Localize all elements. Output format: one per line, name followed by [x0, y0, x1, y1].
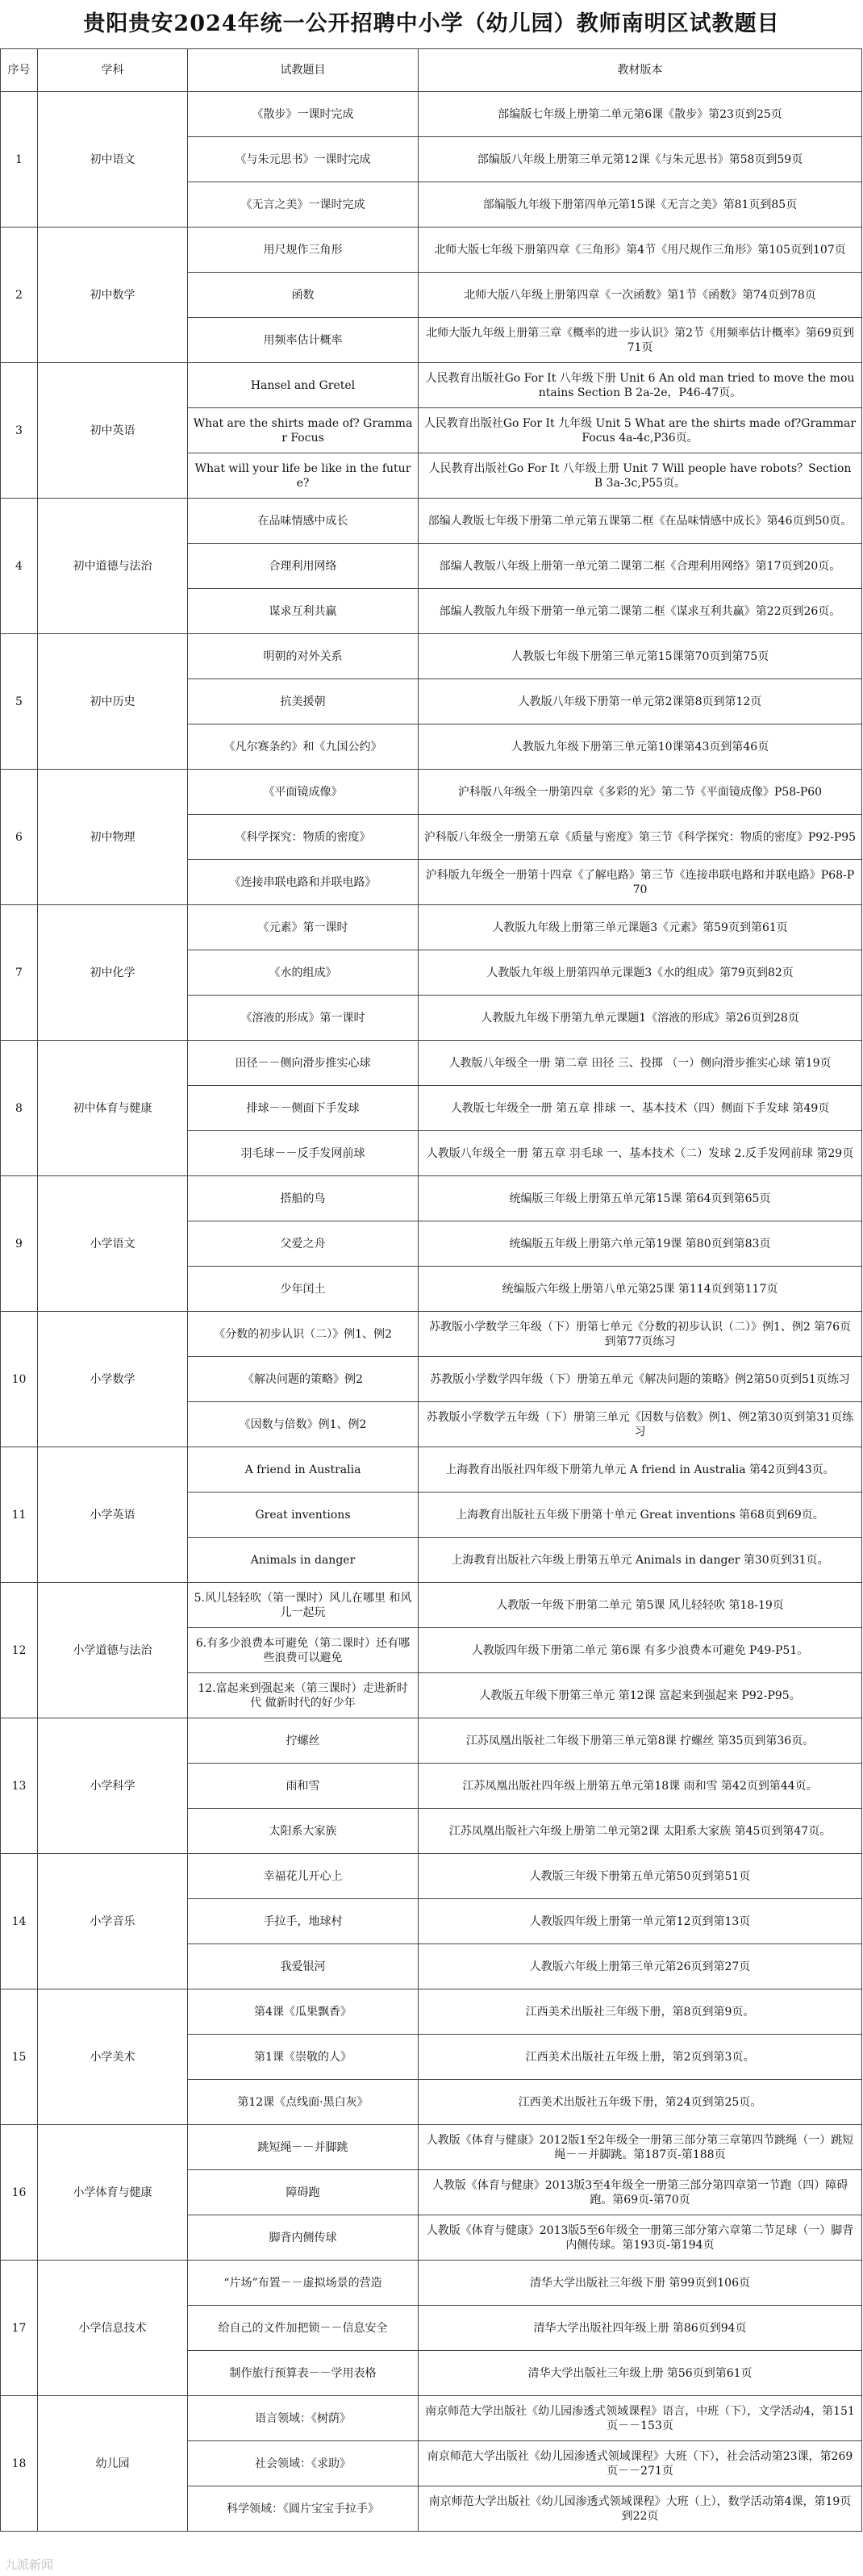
table-row — [1, 770, 862, 815]
table-row — [1, 1176, 862, 1221]
group-number: 3 — [1, 363, 38, 499]
textbook-cell: 南京师范大学出版社《幼儿园渗透式领域课程》大班（上），数学活动第4课，第19页到22页 — [419, 2486, 862, 2532]
table-row — [1, 363, 862, 408]
textbook-cell: 沪科版八年级全一册第四章《多彩的光》第二节《平面镜成像》P58-P60 — [419, 770, 862, 815]
subject-cell: 初中历史 — [38, 634, 188, 770]
textbook-cell: 苏教版小学数学四年级（下）册第五单元《解决问题的策略》例2第50页到51页练习 — [419, 1357, 862, 1402]
textbook-cell: 人教版四年级下册第二单元 第6课 有多少浪费本可避免 P49-P51。 — [419, 1628, 862, 1673]
textbook-cell: 统编版三年级上册第五单元第15课 第64页到第65页 — [419, 1176, 862, 1221]
group-number: 14 — [1, 1854, 38, 1989]
topic-cell: 第12课《点线面·黑白灰》 — [188, 2080, 419, 2125]
header-textbook: 教材版本 — [419, 49, 862, 92]
topic-cell: 手拉手，地球村 — [188, 1899, 419, 1944]
textbook-cell: 人教版八年级全一册 第二章 田径 三、投掷 （一）侧向滑步推实心球 第19页 — [419, 1041, 862, 1086]
textbook-cell: 人教版五年级下册第三单元 第12课 富起来到强起来 P92-P95。 — [419, 1673, 862, 1718]
group-number: 18 — [1, 2396, 38, 2532]
topic-cell: 跳短绳－－并脚跳 — [188, 2125, 419, 2170]
textbook-cell: 人教版六年级上册第三单元第26页到第27页 — [419, 1944, 862, 1989]
topic-cell: 《散步》一课时完成 — [188, 92, 419, 137]
topic-cell: 6.有多少浪费本可避免（第二课时）还有哪些浪费可以避免 — [188, 1628, 419, 1673]
table-header-row — [1, 49, 862, 92]
textbook-cell: 江苏凤凰出版社六年级上册第二单元第2课 太阳系大家族 第45页到第47页。 — [419, 1809, 862, 1854]
topic-cell: 《元素》第一课时 — [188, 905, 419, 950]
topic-cell: 脚背内侧传球 — [188, 2215, 419, 2261]
subject-cell: 初中道德与法治 — [38, 499, 188, 634]
topic-cell: 《溶液的形成》第一课时 — [188, 996, 419, 1041]
textbook-cell: 苏教版小学数学三年级（下）册第七单元《分数的初步认识（二）》例1、例2 第76页到第77页练习 — [419, 1312, 862, 1357]
page-title: 贵阳贵安2024年统一公开招聘中小学（幼儿园）教师南明区试教题目 — [83, 11, 780, 36]
watermark: 九派新闻 — [5, 2557, 54, 2572]
topic-cell: What are the shirts made of? Grammar Focus — [188, 408, 419, 453]
topic-cell: 科学领域：《圆片宝宝手拉手》 — [188, 2486, 419, 2532]
topic-cell: What will your life be like in the future? — [188, 453, 419, 499]
textbook-cell: 沪科版九年级全一册第十四章《了解电路》第三节《连接串联电路和并联电路》P68-P70 — [419, 860, 862, 905]
topic-cell: 父爱之舟 — [188, 1221, 419, 1267]
subject-cell: 小学道德与法治 — [38, 1583, 188, 1718]
textbook-cell: 人教版四年级上册第一单元第12页到第13页 — [419, 1899, 862, 1944]
textbook-cell: 人教版七年级下册第三单元第15课第70页到第75页 — [419, 634, 862, 679]
textbook-cell: 江西美术出版社三年级下册，第8页到第9页。 — [419, 1989, 862, 2035]
textbook-cell: 沪科版八年级全一册第五章《质量与密度》第三节《科学探究：物质的密度》P92-P95 — [419, 815, 862, 860]
group-number: 13 — [1, 1718, 38, 1854]
topic-cell: 制作旅行预算表－－学用表格 — [188, 2351, 419, 2396]
table-row — [1, 499, 862, 544]
textbook-cell: 上海教育出版社五年级下册第十单元 Great inventions 第68页到69页。 — [419, 1493, 862, 1538]
textbook-cell: 统编版五年级上册第六单元第19课 第80页到第83页 — [419, 1221, 862, 1267]
header-subject: 学科 — [38, 49, 188, 92]
table-row — [1, 1312, 862, 1357]
textbook-cell: 人教版一年级下册第二单元 第5课 风儿轻轻吹 第18-19页 — [419, 1583, 862, 1628]
topic-cell: 少年闰土 — [188, 1267, 419, 1312]
topic-cell: 《平面镜成像》 — [188, 770, 419, 815]
topic-cell: 社会领域：《求助》 — [188, 2441, 419, 2486]
topic-cell: 函数 — [188, 273, 419, 318]
topic-cell: 5.风儿轻轻吹（第一课时）风儿在哪里 和风儿一起玩 — [188, 1583, 419, 1628]
textbook-cell: 统编版六年级上册第八单元第25课 第114页到第117页 — [419, 1267, 862, 1312]
topic-cell: 太阳系大家族 — [188, 1809, 419, 1854]
topic-cell: Hansel and Gretel — [188, 363, 419, 408]
textbook-cell: 人教版九年级下册第三单元第10课第43页到第46页 — [419, 724, 862, 770]
textbook-cell: 北师大版八年级上册第四章《一次函数》第1节《函数》第74页到78页 — [419, 273, 862, 318]
topic-cell: 抗美援朝 — [188, 679, 419, 724]
topic-cell: 第4课《瓜果飘香》 — [188, 1989, 419, 2035]
textbook-cell: 部编版九年级下册第四单元第15课《无言之美》第81页到85页 — [419, 182, 862, 228]
group-number: 12 — [1, 1583, 38, 1718]
subject-cell: 初中数学 — [38, 228, 188, 363]
textbook-cell: 部编版七年级上册第二单元第6课《散步》第23页到25页 — [419, 92, 862, 137]
topic-cell: 在品味情感中成长 — [188, 499, 419, 544]
textbook-cell: 人民教育出版社Go For It 九年级 Unit 5 What are the shirts made of?Grammar Focus 4a-4c,P36页。 — [419, 408, 862, 453]
topic-cell: 《与朱元思书》一课时完成 — [188, 137, 419, 182]
topic-cell: 幸福花儿开心上 — [188, 1854, 419, 1899]
topic-cell: Animals in danger — [188, 1538, 419, 1583]
group-number: 9 — [1, 1176, 38, 1312]
subject-cell: 小学数学 — [38, 1312, 188, 1447]
topic-cell: 用频率估计概率 — [188, 318, 419, 363]
topic-cell: 《无言之美》一课时完成 — [188, 182, 419, 228]
table-body — [1, 92, 862, 2532]
table-row — [1, 1854, 862, 1899]
subject-cell: 初中物理 — [38, 770, 188, 905]
textbook-cell: 人教版九年级上册第三单元课题3《元素》第59页到第61页 — [419, 905, 862, 950]
topic-cell: 《解决问题的策略》例2 — [188, 1357, 419, 1402]
subject-cell: 初中化学 — [38, 905, 188, 1041]
topic-cell: 雨和雪 — [188, 1764, 419, 1809]
topic-cell: 《凡尔赛条约》和《九国公约》 — [188, 724, 419, 770]
textbook-cell: 江西美术出版社五年级下册，第24页到第25页。 — [419, 2080, 862, 2125]
subject-cell: 小学语文 — [38, 1176, 188, 1312]
textbook-cell: 上海教育出版社六年级上册第五单元 Animals in danger 第30页到31页。 — [419, 1538, 862, 1583]
table-row — [1, 634, 862, 679]
table-row — [1, 228, 862, 273]
table-row — [1, 92, 862, 137]
subject-cell: 小学音乐 — [38, 1854, 188, 1989]
group-number: 10 — [1, 1312, 38, 1447]
topic-cell: Great inventions — [188, 1493, 419, 1538]
subject-cell: 小学美术 — [38, 1989, 188, 2125]
topic-cell: 《水的组成》 — [188, 950, 419, 996]
group-number: 7 — [1, 905, 38, 1041]
textbook-cell: 部编人教版八年级上册第一单元第二课第二框《合理利用网络》第17页到20页。 — [419, 544, 862, 589]
textbook-cell: 部编人教版七年级下册第二单元第五课第二框《在品味情感中成长》第46页到50页。 — [419, 499, 862, 544]
textbook-cell: 人民教育出版社Go For It 八年级上册 Unit 7 Will people have robots？Section B 3a-3c,P55页。 — [419, 453, 862, 499]
table-row — [1, 1718, 862, 1764]
textbook-cell: 北师大版九年级上册第三章《概率的进一步认识》第2节《用频率估计概率》第69页到71页 — [419, 318, 862, 363]
textbook-cell: 江西美术出版社五年级上册，第2页到第3页。 — [419, 2035, 862, 2080]
topic-cell: 我爱银河 — [188, 1944, 419, 1989]
textbook-cell: 人教版八年级全一册 第五章 羽毛球 一、基本技术（二）发球 2.反手发网前球 第29页 — [419, 1131, 862, 1176]
group-number: 2 — [1, 228, 38, 363]
textbook-cell: 江苏凤凰出版社四年级上册第五单元第18课 雨和雪 第42页到第44页。 — [419, 1764, 862, 1809]
group-number: 6 — [1, 770, 38, 905]
topic-cell: A friend in Australia — [188, 1447, 419, 1493]
textbook-cell: 南京师范大学出版社《幼儿园渗透式领域课程》语言，中班（下），文学活动4，第151页－－153页 — [419, 2396, 862, 2441]
textbook-cell: 部编版八年级上册第三单元第12课《与朱元思书》第58页到59页 — [419, 137, 862, 182]
subject-cell: 幼儿园 — [38, 2396, 188, 2532]
topic-cell: 《分数的初步认识（二）》例1、例2 — [188, 1312, 419, 1357]
topic-cell: 《科学探究：物质的密度》 — [188, 815, 419, 860]
topic-cell: 障碍跑 — [188, 2170, 419, 2215]
textbook-cell: 南京师范大学出版社《幼儿园渗透式领域课程》大班（下），社会活动第23课，第269页－－271页 — [419, 2441, 862, 2486]
textbook-cell: 人教版三年级下册第五单元第50页到第51页 — [419, 1854, 862, 1899]
topic-cell: 田径－－侧向滑步推实心球 — [188, 1041, 419, 1086]
textbook-cell: 人教版《体育与健康》2013版5至6年级全一册第三部分第六章第二节足球（一）脚背内侧传球。第193页-第194页 — [419, 2215, 862, 2261]
topic-cell: 给自己的文件加把锁－－信息安全 — [188, 2306, 419, 2351]
table-row — [1, 1583, 862, 1628]
topic-cell: 12.富起来到强起来（第三课时）走进新时代 做新时代的好少年 — [188, 1673, 419, 1718]
textbook-cell: 上海教育出版社四年级下册第九单元 A friend in Australia 第42页到43页。 — [419, 1447, 862, 1493]
subject-cell: 初中英语 — [38, 363, 188, 499]
topic-cell: 合理利用网络 — [188, 544, 419, 589]
textbook-cell: 人教版九年级下册第九单元课题1《溶液的形成》第26页到28页 — [419, 996, 862, 1041]
subject-cell: 小学体育与健康 — [38, 2125, 188, 2261]
table-row — [1, 1041, 862, 1086]
group-number: 15 — [1, 1989, 38, 2125]
textbook-cell: 清华大学出版社四年级上册 第86页到94页 — [419, 2306, 862, 2351]
topic-cell: 谋求互利共赢 — [188, 589, 419, 634]
topic-cell: 第1课《崇敬的人》 — [188, 2035, 419, 2080]
group-number: 11 — [1, 1447, 38, 1583]
subject-cell: 小学信息技术 — [38, 2261, 188, 2396]
group-number: 1 — [1, 92, 38, 228]
textbook-cell: 清华大学出版社三年级上册 第56页到第61页 — [419, 2351, 862, 2396]
table-row — [1, 2261, 862, 2306]
topic-cell: 用尺规作三角形 — [188, 228, 419, 273]
textbook-cell: 人教版七年级全一册 第五章 排球 一、基本技术（四）侧面下手发球 第49页 — [419, 1086, 862, 1131]
textbook-cell: 人教版《体育与健康》2013版3至4年级全一册第三部分第四章第一节跑（四）障碍跑。第69页-第70页 — [419, 2170, 862, 2215]
textbook-cell: 人教版八年级下册第一单元第2课第8页到第12页 — [419, 679, 862, 724]
group-number: 17 — [1, 2261, 38, 2396]
header-topic: 试教题目 — [188, 49, 419, 92]
group-number: 16 — [1, 2125, 38, 2261]
subject-cell: 初中语文 — [38, 92, 188, 228]
topic-cell: 语言领域：《树荫》 — [188, 2396, 419, 2441]
table-row — [1, 2125, 862, 2170]
subject-cell: 小学科学 — [38, 1718, 188, 1854]
topic-cell: 明朝的对外关系 — [188, 634, 419, 679]
textbook-cell: 人教版《体育与健康》2012版1至2年级全一册第三部分第三章第四节跳绳（一）跳短绳－－并脚跳。第187页-第188页 — [419, 2125, 862, 2170]
group-number: 4 — [1, 499, 38, 634]
group-number: 5 — [1, 634, 38, 770]
exam-topics-table — [0, 48, 862, 2532]
textbook-cell: 江苏凤凰出版社二年级下册第三单元第8课 拧螺丝 第35页到第36页。 — [419, 1718, 862, 1764]
topic-cell: 拧螺丝 — [188, 1718, 419, 1764]
table-row — [1, 1989, 862, 2035]
topic-cell: 《因数与倍数》例1、例2 — [188, 1402, 419, 1447]
subject-cell: 小学英语 — [38, 1447, 188, 1583]
textbook-cell: 北师大版七年级下册第四章《三角形》第4节《用尺规作三角形》第105页到107页 — [419, 228, 862, 273]
textbook-cell: 部编人教版九年级下册第一单元第二课第二框《谋求互利共赢》第22页到26页。 — [419, 589, 862, 634]
group-number: 8 — [1, 1041, 38, 1176]
topic-cell: 搭船的鸟 — [188, 1176, 419, 1221]
topic-cell: “片场”布置－－虚拟场景的营造 — [188, 2261, 419, 2306]
textbook-cell: 苏教版小学数学五年级（下）册第三单元《因数与倍数》例1、例2第30页到第31页练习 — [419, 1402, 862, 1447]
textbook-cell: 人民教育出版社Go For It 八年级下册 Unit 6 An old man tried to move the mountains Section B 2a-2e，P46-47页。 — [419, 363, 862, 408]
table-row — [1, 2396, 862, 2441]
textbook-cell: 人教版九年级上册第四单元课题3《水的组成》第79页到82页 — [419, 950, 862, 996]
subject-cell: 初中体育与健康 — [38, 1041, 188, 1176]
textbook-cell: 清华大学出版社三年级下册 第99页到106页 — [419, 2261, 862, 2306]
topic-cell: 《连接串联电路和并联电路》 — [188, 860, 419, 905]
topic-cell: 羽毛球－－反手发网前球 — [188, 1131, 419, 1176]
table-row — [1, 905, 862, 950]
header-seq: 序号 — [1, 49, 38, 92]
topic-cell: 排球－－侧面下手发球 — [188, 1086, 419, 1131]
table-row — [1, 1447, 862, 1493]
